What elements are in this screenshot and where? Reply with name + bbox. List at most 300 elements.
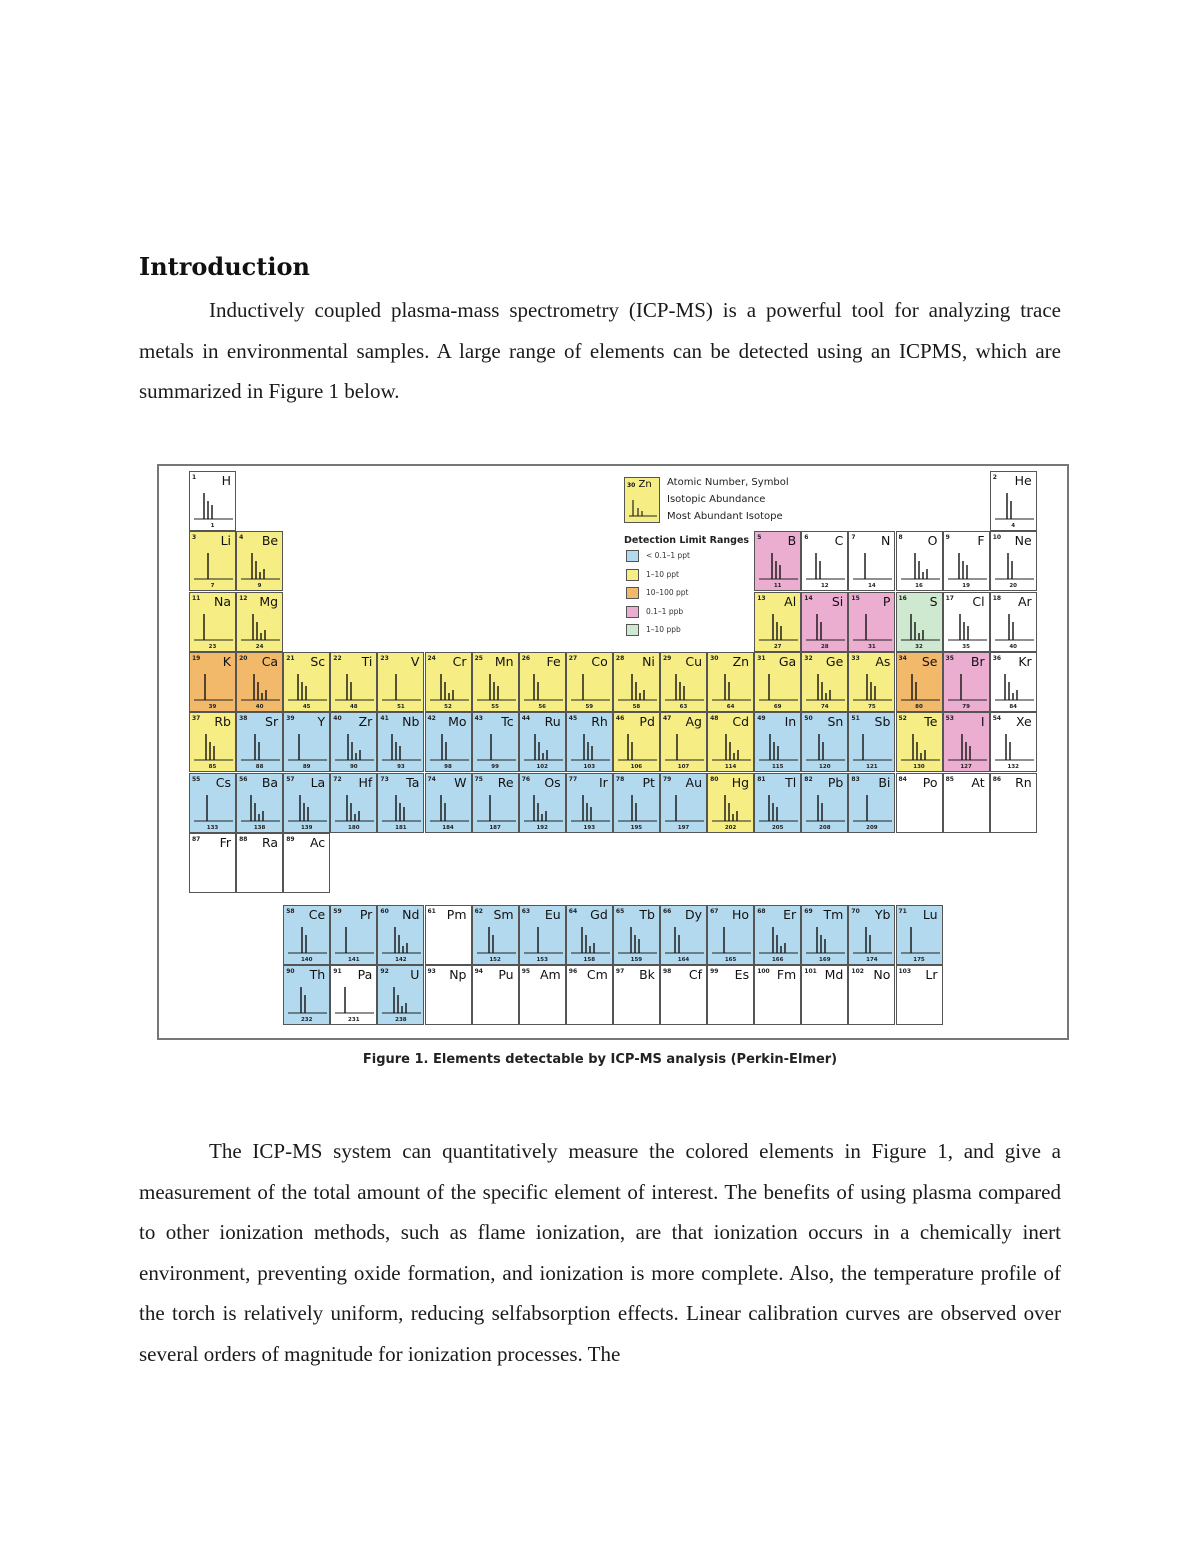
most-abundant-isotope: 79 [962, 703, 970, 710]
element-symbol: At [971, 774, 985, 790]
element-cell-rh [566, 712, 613, 772]
element-cell-w [425, 773, 472, 833]
element-symbol: Co [591, 653, 608, 669]
atomic-number: 39 [286, 715, 295, 723]
element-cell-md [801, 965, 848, 1025]
element-symbol: Y [317, 714, 326, 730]
atomic-number: 89 [286, 835, 295, 843]
atomic-number: 77 [568, 775, 578, 783]
element-cell-fm [754, 965, 801, 1025]
element-cell-xe [990, 712, 1037, 772]
element-cell-be [236, 531, 283, 591]
element-cell-kr [990, 652, 1037, 712]
element-symbol: Xe [1015, 714, 1032, 730]
element-cell-hf [330, 773, 377, 833]
most-abundant-isotope: 20 [1009, 583, 1018, 590]
most-abundant-isotope: 40 [1009, 643, 1018, 650]
element-symbol: Ge [825, 653, 844, 669]
atomic-number: 86 [992, 775, 1002, 783]
legend-title: Detection Limit Ranges [624, 535, 750, 546]
atomic-number: 99 [710, 968, 719, 976]
atomic-number: 90 [286, 968, 295, 976]
element-symbol: Ce [308, 907, 326, 923]
atomic-number: 57 [286, 775, 295, 783]
most-abundant-isotope: 153 [536, 957, 548, 964]
element-symbol: Fr [219, 834, 231, 850]
atomic-number: 9 [945, 534, 950, 542]
element-cell-fr [189, 833, 236, 893]
element-cell-u [377, 965, 424, 1025]
element-symbol: Mo [448, 714, 467, 730]
element-symbol: La [310, 774, 326, 790]
element-symbol: Ho [732, 907, 750, 923]
most-abundant-isotope: 45 [302, 703, 311, 710]
element-symbol: Ba [261, 774, 279, 790]
element-cell-si [801, 592, 848, 652]
element-cell-bk [613, 965, 660, 1025]
most-abundant-isotope: 133 [206, 824, 219, 831]
atomic-number: 93 [427, 968, 436, 976]
element-symbol: B [787, 533, 797, 549]
most-abundant-isotope: 202 [724, 824, 737, 831]
atomic-number: 62 [474, 908, 483, 916]
element-symbol: Kr [1018, 653, 1032, 669]
atomic-number: 63 [521, 908, 531, 916]
atomic-number: 65 [615, 908, 625, 916]
atomic-number: 47 [663, 715, 672, 723]
atomic-number: 28 [615, 654, 625, 662]
atomic-number: 21 [286, 654, 295, 662]
most-abundant-isotope: 114 [724, 764, 737, 771]
element-symbol: Zn [732, 653, 750, 669]
atomic-number: 17 [945, 594, 954, 602]
element-cell-li [189, 531, 236, 591]
atomic-number: 51 [851, 715, 860, 723]
atomic-number: 13 [757, 594, 766, 602]
atomic-number: 24 [427, 654, 436, 662]
section-heading: Introduction [139, 252, 310, 281]
most-abundant-isotope: 59 [585, 703, 594, 710]
element-cell-b [754, 531, 801, 591]
element-symbol: Ni [642, 653, 655, 669]
element-symbol: Nb [402, 714, 420, 730]
atomic-number: 1 [192, 474, 197, 481]
element-cell-ce [283, 905, 330, 965]
most-abundant-isotope: 184 [442, 824, 454, 831]
element-symbol: Am [539, 967, 561, 983]
element-cell-mn [472, 652, 519, 712]
atomic-number: 69 [804, 908, 813, 916]
atomic-number: 31 [757, 654, 766, 662]
element-cell-sb [848, 712, 895, 772]
element-cell-pr [330, 905, 377, 965]
element-symbol: Md [824, 967, 844, 983]
element-cell-ag [660, 712, 707, 772]
element-symbol: V [410, 653, 420, 669]
atomic-number: 50 [804, 715, 813, 723]
element-cell-ti [330, 652, 377, 712]
most-abundant-isotope: 90 [349, 764, 358, 771]
most-abundant-isotope: 12 [820, 583, 829, 590]
most-abundant-isotope: 174 [866, 957, 878, 964]
element-symbol: Cr [452, 653, 467, 669]
atomic-number: 41 [380, 715, 389, 723]
element-symbol: Tm [823, 907, 844, 923]
most-abundant-isotope: 48 [349, 703, 358, 710]
most-abundant-isotope: 102 [536, 764, 548, 771]
body-paragraph: The ICP-MS system can quantitatively measure the colored elements in Figure 1, and give a measurement of the total amount of the specific element of interest. The benefits of using plasma compared to other ionization methods, such as flame ionization, are that ionization occurs in a chemically inert environment, preventing oxide formation, and ionization is more complete. Also, the temperature profile of the torch is relatively uniform, reducing selfabsorption effects. Linear calibration curves are observed over several orders of magnitude for ionization processes. The [139, 1139, 1061, 1366]
legend-note-atomic: Atomic Number, Symbol [667, 477, 789, 488]
atomic-number: 18 [992, 594, 1002, 602]
atomic-number: 68 [757, 908, 766, 916]
most-abundant-isotope: 140 [300, 957, 313, 964]
most-abundant-isotope: 75 [868, 703, 876, 710]
element-symbol: Ac [309, 834, 326, 850]
most-abundant-isotope: 169 [819, 957, 831, 964]
element-symbol: Bi [878, 774, 891, 790]
element-symbol: In [784, 714, 797, 730]
element-cell-po [896, 773, 943, 833]
most-abundant-isotope: 106 [630, 764, 643, 771]
element-symbol: Na [213, 593, 231, 609]
legend-key-cell [624, 477, 660, 523]
element-cell-es [707, 965, 754, 1025]
atomic-number: 4 [239, 534, 244, 542]
element-cell-eu [519, 905, 566, 965]
most-abundant-isotope: 141 [348, 957, 360, 964]
atomic-number: 58 [286, 908, 295, 916]
legend-range-label: 10–100 ppt [646, 588, 689, 597]
most-abundant-isotope: 238 [395, 1017, 407, 1024]
element-symbol: Pa [357, 967, 373, 983]
atomic-number: 96 [568, 968, 578, 976]
element-symbol: Ga [778, 653, 797, 669]
figure-caption: Figure 1. Elements detectable by ICP-MS analysis (Perkin-Elmer) [362, 1052, 838, 1067]
most-abundant-isotope: 28 [820, 643, 829, 650]
element-cell-tc [472, 712, 519, 772]
element-cell-cd [707, 712, 754, 772]
most-abundant-isotope: 39 [208, 703, 217, 710]
most-abundant-isotope: 69 [773, 703, 782, 710]
element-symbol: Ti [361, 653, 373, 669]
most-abundant-isotope: 51 [397, 703, 405, 710]
element-symbol: Rn [1015, 774, 1032, 790]
element-symbol: Sr [265, 714, 279, 730]
element-cell-c [801, 531, 848, 591]
element-cell-re [472, 773, 519, 833]
most-abundant-isotope: 192 [536, 824, 548, 831]
element-symbol: Al [784, 593, 797, 609]
element-symbol: Gd [590, 907, 608, 923]
element-symbol: Hg [731, 774, 750, 790]
most-abundant-isotope: 121 [866, 764, 878, 771]
element-cell-np [425, 965, 472, 1025]
element-symbol: Dy [684, 907, 702, 923]
most-abundant-isotope: 99 [491, 764, 499, 771]
atomic-number: 2 [992, 474, 997, 481]
most-abundant-isotope: 4 [1011, 523, 1016, 529]
most-abundant-isotope: 16 [915, 583, 923, 590]
atomic-number: 84 [898, 775, 907, 783]
element-symbol: S [929, 593, 938, 609]
element-symbol: Be [261, 533, 279, 549]
atomic-number: 49 [757, 715, 766, 723]
element-cell-gd [566, 905, 613, 965]
element-symbol: Fe [546, 653, 561, 669]
element-cell-pb [801, 773, 848, 833]
element-cell-na [189, 592, 236, 652]
element-cell-at [943, 773, 990, 833]
atomic-number: 83 [851, 775, 860, 783]
most-abundant-isotope: 231 [348, 1017, 360, 1024]
element-cell-cf [660, 965, 707, 1025]
element-symbol: K [222, 653, 231, 669]
element-cell-se [896, 652, 943, 712]
atomic-number: 3 [192, 534, 197, 542]
most-abundant-isotope: 32 [915, 643, 923, 650]
atomic-number: 25 [474, 654, 483, 662]
atomic-number: 97 [615, 968, 625, 976]
element-symbol: Bk [639, 967, 655, 983]
element-cell-ga [754, 652, 801, 712]
most-abundant-isotope: 19 [962, 583, 970, 590]
element-symbol: H [221, 473, 231, 488]
element-symbol: Eu [544, 907, 561, 923]
most-abundant-isotope: 93 [397, 764, 405, 771]
atomic-number: 81 [757, 775, 766, 783]
element-cell-tb [613, 905, 660, 965]
most-abundant-isotope: 52 [444, 703, 452, 710]
element-symbol: Lr [925, 967, 938, 983]
element-cell-he [990, 471, 1037, 531]
atomic-number: 6 [804, 534, 809, 542]
element-cell-bi [848, 773, 895, 833]
most-abundant-isotope: 63 [679, 703, 688, 710]
most-abundant-isotope: 127 [960, 764, 972, 771]
element-cell-sm [472, 905, 519, 965]
element-cell-ir [566, 773, 613, 833]
atomic-number: 85 [945, 775, 954, 783]
most-abundant-isotope: 56 [538, 703, 547, 710]
atomic-number: 10 [992, 534, 1002, 542]
atomic-number: 79 [663, 775, 672, 783]
most-abundant-isotope: 152 [489, 957, 501, 964]
atomic-number: 46 [615, 715, 625, 723]
most-abundant-isotope: 139 [300, 824, 313, 831]
element-cell-ra [236, 833, 283, 893]
element-cell-ho [707, 905, 754, 965]
element-symbol: Cf [688, 967, 702, 983]
most-abundant-isotope: 23 [208, 643, 217, 650]
element-symbol: W [454, 774, 467, 790]
element-cell-tm [801, 905, 848, 965]
element-symbol: Sn [827, 714, 844, 730]
most-abundant-isotope: 115 [771, 764, 784, 771]
element-cell-fe [519, 652, 566, 712]
element-symbol: Tl [785, 774, 797, 790]
element-symbol: He [1014, 473, 1032, 488]
atomic-number: 44 [521, 715, 531, 723]
element-cell-lr [896, 965, 943, 1025]
most-abundant-isotope: 166 [771, 957, 784, 964]
element-cell-yb [848, 905, 895, 965]
most-abundant-isotope: 120 [819, 764, 831, 771]
element-cell-ge [801, 652, 848, 712]
most-abundant-isotope: 193 [583, 824, 596, 831]
most-abundant-isotope: 84 [1009, 703, 1018, 710]
atomic-number: 73 [380, 775, 389, 783]
atomic-number: 60 [380, 908, 389, 916]
element-cell-ne [990, 531, 1037, 591]
element-symbol: Re [497, 774, 514, 790]
atomic-number: 42 [427, 715, 436, 723]
element-cell-tl [754, 773, 801, 833]
element-cell-p [848, 592, 895, 652]
atomic-number: 48 [710, 715, 719, 723]
element-symbol: Po [922, 774, 938, 790]
element-cell-ni [613, 652, 660, 712]
atomic-number: 66 [663, 908, 672, 916]
atomic-number: 40 [333, 715, 342, 723]
element-symbol: Ca [261, 653, 279, 669]
atomic-number: 43 [474, 715, 483, 723]
legend-key-symbol: 30 Zn [627, 479, 652, 490]
atomic-number: 91 [333, 968, 342, 976]
most-abundant-isotope: 64 [726, 703, 735, 710]
element-cell-au [660, 773, 707, 833]
element-cell-ba [236, 773, 283, 833]
atomic-number: 53 [945, 715, 954, 723]
element-symbol: Cs [215, 774, 231, 790]
element-cell-te [896, 712, 943, 772]
atomic-number: 78 [615, 775, 625, 783]
element-cell-cl [943, 592, 990, 652]
atomic-number: 37 [192, 715, 201, 723]
most-abundant-isotope: 74 [820, 703, 829, 710]
element-cell-in [754, 712, 801, 772]
element-symbol: Pb [827, 774, 844, 790]
element-symbol: Os [544, 774, 561, 790]
element-symbol: Sc [310, 653, 326, 669]
atomic-number: 23 [380, 654, 389, 662]
most-abundant-isotope: 103 [583, 764, 596, 771]
element-symbol: Mg [259, 593, 279, 609]
element-symbol: Au [685, 774, 702, 790]
element-symbol: Si [831, 593, 844, 609]
atomic-number: 103 [898, 968, 912, 976]
atomic-number: 98 [663, 968, 672, 976]
element-symbol: I [980, 714, 985, 730]
element-symbol: Sb [874, 714, 891, 730]
most-abundant-isotope: 9 [257, 583, 262, 590]
atomic-number: 94 [474, 968, 483, 976]
element-symbol: Pu [498, 967, 514, 983]
atomic-number: 34 [898, 654, 907, 662]
atomic-number: 61 [427, 908, 436, 916]
element-symbol: Pd [639, 714, 655, 730]
atomic-number: 45 [568, 715, 578, 723]
atomic-number: 15 [851, 594, 860, 602]
most-abundant-isotope: 89 [302, 764, 311, 771]
legend-swatch-blue [626, 550, 639, 562]
most-abundant-isotope: 180 [348, 824, 360, 831]
element-cell-th [283, 965, 330, 1025]
atomic-number: 56 [239, 775, 248, 783]
element-symbol: Lu [922, 907, 938, 923]
element-cell-s [896, 592, 943, 652]
atomic-number: 27 [568, 654, 578, 662]
intro-paragraph: Inductively coupled plasma-mass spectrometry (ICP-MS) is a powerful tool for analyzing trace metals in environmental samples. A large range of elements can be detected using an ICPMS, which are summarized in Figure 1 below. [139, 298, 1061, 403]
element-cell-sn [801, 712, 848, 772]
atomic-number: 12 [239, 594, 248, 602]
element-symbol: Pm [446, 907, 467, 923]
most-abundant-isotope: 107 [677, 764, 690, 771]
element-symbol: No [873, 967, 891, 983]
element-symbol: Rb [214, 714, 231, 730]
element-cell-k [189, 652, 236, 712]
atomic-number: 7 [851, 534, 856, 542]
most-abundant-isotope: 7 [210, 583, 215, 590]
atomic-number: 71 [898, 908, 907, 916]
atomic-number: 22 [333, 654, 342, 662]
most-abundant-isotope: 197 [677, 824, 690, 831]
atomic-number: 100 [757, 968, 770, 976]
atomic-number: 95 [521, 968, 531, 976]
element-cell-pu [472, 965, 519, 1025]
element-symbol: Es [734, 967, 750, 983]
legend-note-isotope: Most Abundant Isotope [667, 511, 783, 522]
atomic-number: 33 [851, 654, 860, 662]
element-cell-sr [236, 712, 283, 772]
element-cell-pa [330, 965, 377, 1025]
element-symbol: Cm [586, 967, 608, 983]
element-symbol: Th [309, 967, 326, 983]
element-symbol: Zr [358, 714, 373, 730]
element-cell-h [189, 471, 236, 531]
most-abundant-isotope: 132 [1007, 764, 1019, 771]
most-abundant-isotope: 40 [255, 703, 264, 710]
legend-range-label: 1–10 ppb [646, 625, 681, 634]
element-symbol: N [881, 533, 891, 549]
element-cell-lu [896, 905, 943, 965]
element-cell-cm [566, 965, 613, 1025]
element-symbol: Pr [359, 907, 373, 923]
element-cell-am [519, 965, 566, 1025]
atomic-number: 75 [474, 775, 483, 783]
element-symbol: Tc [501, 714, 514, 730]
element-symbol: Ar [1017, 593, 1032, 609]
most-abundant-isotope: 130 [913, 764, 925, 771]
element-symbol: Ra [262, 834, 279, 850]
element-symbol: Te [924, 714, 938, 730]
atomic-number: 64 [568, 908, 578, 916]
legend-range-label: 1–10 ppt [646, 569, 679, 579]
most-abundant-isotope: 98 [444, 764, 452, 771]
atomic-number: 82 [804, 775, 813, 783]
legend-swatch-yellow [626, 569, 639, 581]
atomic-number: 92 [380, 968, 389, 976]
most-abundant-isotope: 1 [210, 523, 215, 529]
legend-swatch-green [626, 624, 639, 636]
legend-note-abundance: Isotopic Abundance [667, 494, 766, 505]
element-cell-zn [707, 652, 754, 712]
most-abundant-isotope: 205 [771, 824, 784, 831]
element-symbol: F [977, 533, 985, 549]
atomic-number: 55 [192, 775, 201, 783]
atomic-number: 52 [898, 715, 907, 723]
most-abundant-isotope: 158 [583, 957, 596, 964]
element-symbol: Tb [639, 907, 655, 923]
